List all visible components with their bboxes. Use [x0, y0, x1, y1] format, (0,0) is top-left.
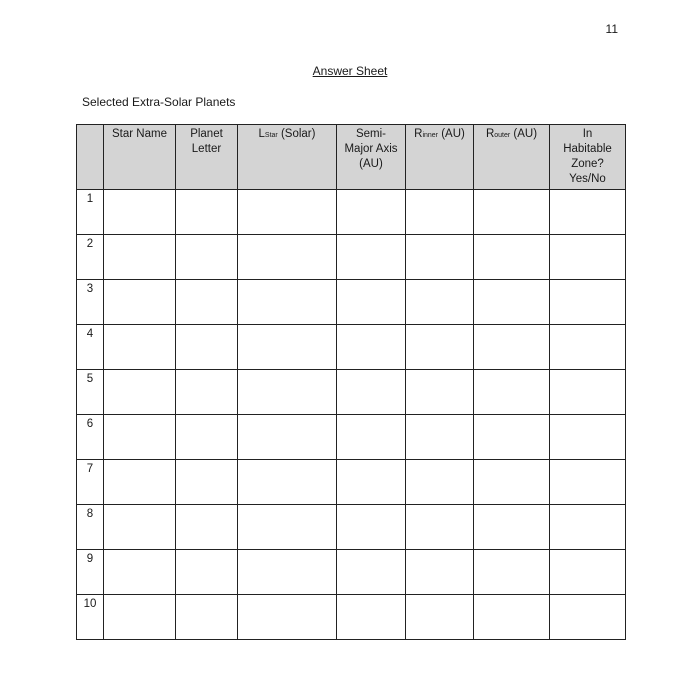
answer-cell[interactable] [550, 325, 626, 370]
table-row [77, 505, 626, 550]
row-number: 1 [77, 190, 104, 235]
answer-cell[interactable] [550, 415, 626, 460]
answer-cell[interactable] [104, 370, 176, 415]
answer-cell[interactable] [176, 505, 238, 550]
answer-cell[interactable] [474, 235, 550, 280]
header-router: Router (AU) [474, 125, 550, 190]
answer-cell[interactable] [238, 280, 337, 325]
answer-cell[interactable] [406, 235, 474, 280]
answer-cell[interactable] [238, 595, 337, 640]
answer-cell[interactable] [406, 280, 474, 325]
answer-cell[interactable] [474, 460, 550, 505]
table-row [77, 550, 626, 595]
page-number: 11 [605, 22, 618, 36]
row-number: 8 [77, 505, 104, 550]
answer-cell[interactable] [104, 190, 176, 235]
answer-cell[interactable] [104, 595, 176, 640]
answer-cell[interactable] [550, 370, 626, 415]
answer-cell[interactable] [176, 190, 238, 235]
answer-cell[interactable] [550, 550, 626, 595]
answer-cell[interactable] [474, 505, 550, 550]
answer-cell[interactable] [406, 595, 474, 640]
header-row [77, 125, 626, 190]
row-number: 9 [77, 550, 104, 595]
answer-cell[interactable] [474, 415, 550, 460]
answer-cell[interactable] [337, 415, 406, 460]
answer-cell[interactable] [474, 550, 550, 595]
header-semi-major-axis: Semi-Major Axis (AU) [337, 125, 406, 190]
answer-cell[interactable] [337, 235, 406, 280]
answer-cell[interactable] [406, 415, 474, 460]
answer-cell[interactable] [406, 460, 474, 505]
row-number: 10 [77, 595, 104, 640]
row-number: 7 [77, 460, 104, 505]
answer-cell[interactable] [176, 325, 238, 370]
answer-cell[interactable] [550, 280, 626, 325]
answer-cell[interactable] [238, 190, 337, 235]
row-number: 6 [77, 415, 104, 460]
answer-cell[interactable] [550, 460, 626, 505]
answer-cell[interactable] [104, 415, 176, 460]
section-label: Selected Extra-Solar Planets [82, 95, 236, 109]
answer-cell[interactable] [238, 550, 337, 595]
header-rinner: Rinner (AU) [406, 125, 474, 190]
answer-cell[interactable] [474, 325, 550, 370]
table-row [77, 415, 626, 460]
answer-cell[interactable] [406, 370, 474, 415]
answer-table-body [77, 190, 626, 640]
answer-cell[interactable] [176, 460, 238, 505]
answer-cell[interactable] [337, 370, 406, 415]
answer-cell[interactable] [104, 325, 176, 370]
answer-cell[interactable] [238, 235, 337, 280]
table-row [77, 325, 626, 370]
answer-cell[interactable] [337, 505, 406, 550]
answer-cell[interactable] [176, 415, 238, 460]
answer-cell[interactable] [550, 505, 626, 550]
answer-cell[interactable] [337, 280, 406, 325]
answer-cell[interactable] [474, 595, 550, 640]
answer-cell[interactable] [550, 595, 626, 640]
answer-cell[interactable] [176, 550, 238, 595]
answer-cell[interactable] [406, 550, 474, 595]
answer-cell[interactable] [337, 460, 406, 505]
header-row-number [77, 125, 104, 190]
answer-cell[interactable] [176, 370, 238, 415]
table-row [77, 190, 626, 235]
header-planet-letter: Planet Letter [176, 125, 238, 190]
answer-cell[interactable] [176, 280, 238, 325]
answer-table [76, 124, 626, 640]
table-row [77, 370, 626, 415]
answer-cell[interactable] [337, 190, 406, 235]
answer-cell[interactable] [406, 325, 474, 370]
answer-cell[interactable] [550, 190, 626, 235]
answer-cell[interactable] [406, 505, 474, 550]
answer-cell[interactable] [176, 595, 238, 640]
answer-cell[interactable] [474, 190, 550, 235]
answer-cell[interactable] [238, 415, 337, 460]
answer-cell[interactable] [238, 460, 337, 505]
answer-cell[interactable] [104, 280, 176, 325]
header-habitable-zone: In Habitable Zone? Yes/No [550, 125, 626, 190]
answer-cell[interactable] [104, 550, 176, 595]
answer-cell[interactable] [104, 235, 176, 280]
table-row [77, 595, 626, 640]
table-row [77, 235, 626, 280]
answer-cell[interactable] [474, 280, 550, 325]
row-number: 5 [77, 370, 104, 415]
row-number: 4 [77, 325, 104, 370]
answer-cell[interactable] [474, 370, 550, 415]
answer-cell[interactable] [104, 460, 176, 505]
table-row [77, 460, 626, 505]
table-row [77, 280, 626, 325]
answer-cell[interactable] [238, 325, 337, 370]
page-title: Answer Sheet [312, 64, 388, 78]
header-lstar: LStar (Solar) [238, 125, 337, 190]
answer-cell[interactable] [176, 235, 238, 280]
answer-cell[interactable] [104, 505, 176, 550]
answer-cell[interactable] [550, 235, 626, 280]
answer-cell[interactable] [337, 325, 406, 370]
answer-cell[interactable] [406, 190, 474, 235]
answer-cell[interactable] [238, 505, 337, 550]
header-star-name: Star Name [104, 125, 176, 190]
answer-cell[interactable] [337, 595, 406, 640]
answer-cell[interactable] [238, 370, 337, 415]
row-number: 2 [77, 235, 104, 280]
answer-cell[interactable] [337, 550, 406, 595]
row-number: 3 [77, 280, 104, 325]
